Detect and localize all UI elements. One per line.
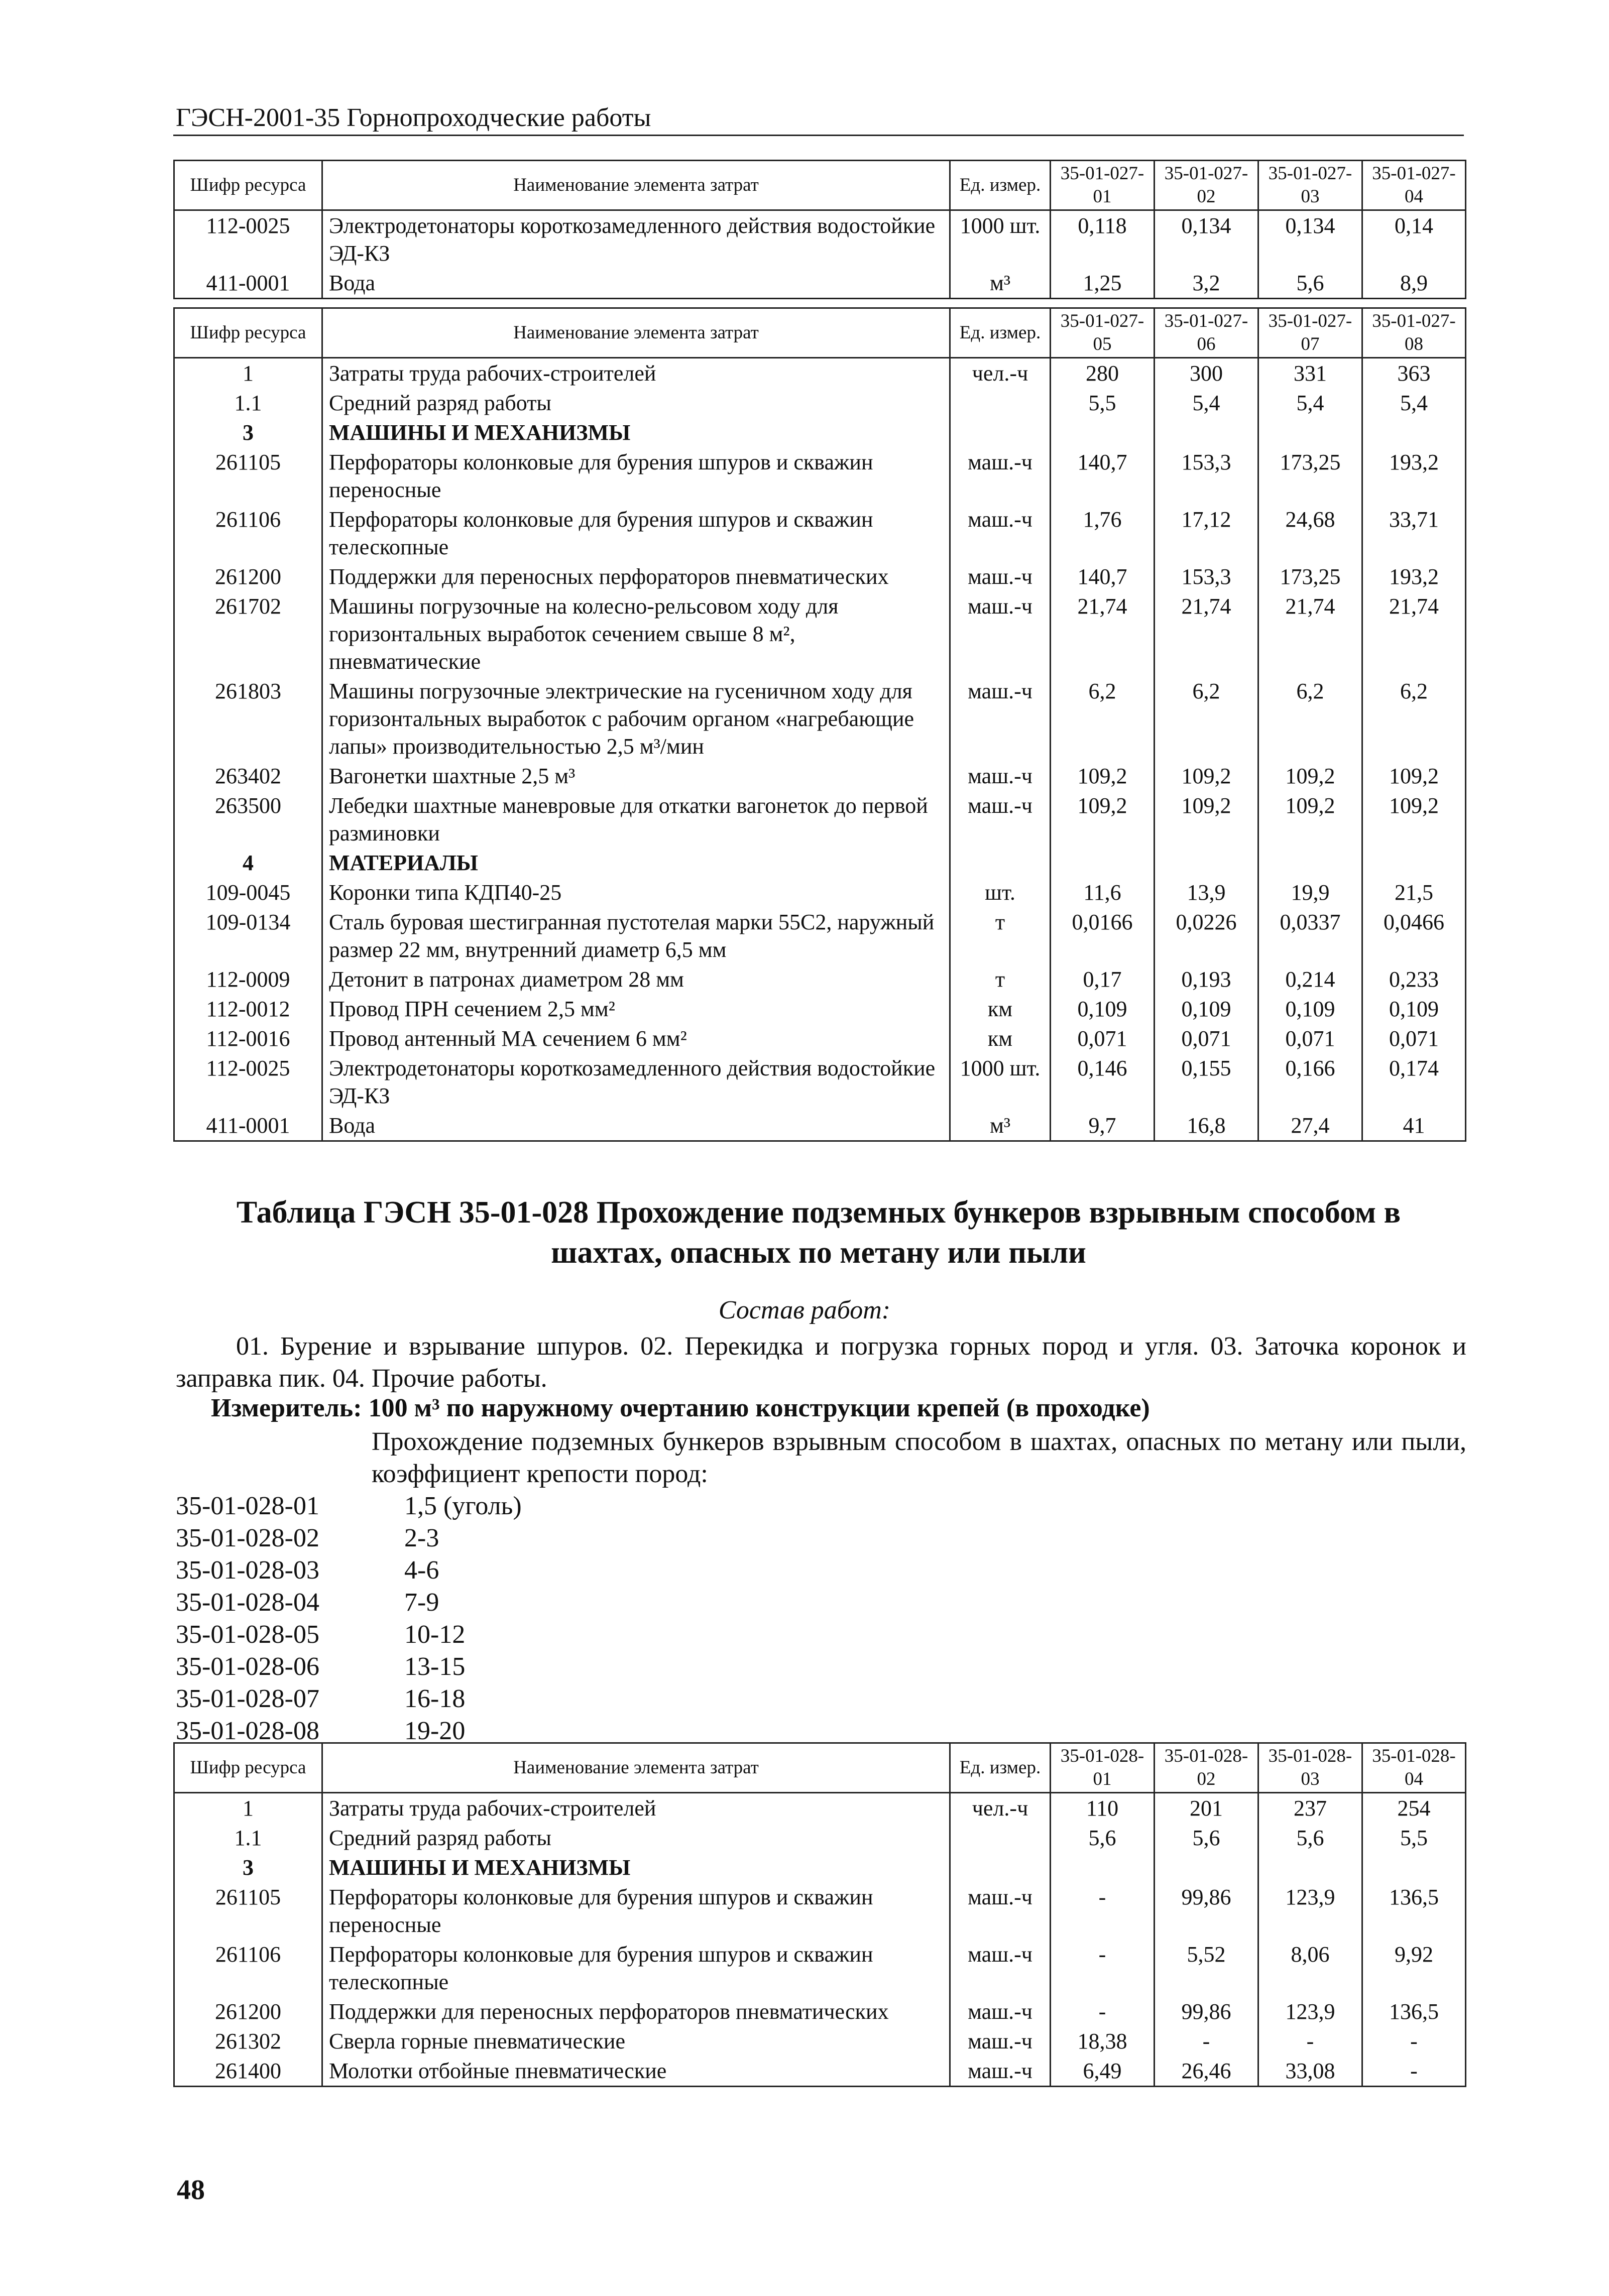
resource-code: 109-0134 — [174, 907, 322, 964]
resource-value: - — [1362, 2056, 1466, 2087]
section-row — [174, 1853, 1466, 1882]
resource-value: 18,38 — [1051, 2026, 1155, 2056]
variant-code: 35-01-028-04 — [176, 1588, 319, 1617]
resource-name: Сталь буровая шестигранная пустотелая марки 55С2, наружный размер 22 мм, внутренний диаметр 6,5 мм — [322, 907, 950, 964]
measure-value: 100 м³ по наружному очертанию конструкции крепей (в проходке) — [368, 1394, 1150, 1422]
column-header-norm: 35-01-028-01 — [1051, 1743, 1155, 1793]
resource-value: 153,3 — [1155, 447, 1258, 505]
resource-code: 261302 — [174, 2026, 322, 2056]
resource-value: - — [1155, 2026, 1258, 2056]
column-header-code: Шифр ресурса — [174, 1743, 322, 1793]
resource-name: Вода — [322, 1111, 950, 1141]
resource-unit: т — [950, 964, 1051, 994]
resource-code: 4 — [174, 848, 322, 878]
resource-value: 109,2 — [1155, 761, 1258, 791]
resource-name: Электродетонаторы короткозамедленного действия водостойкие ЭД-КЗ — [322, 1053, 950, 1111]
resource-value: 140,7 — [1051, 562, 1155, 591]
resource-value: 193,2 — [1362, 562, 1466, 591]
resource-value: 5,52 — [1155, 1940, 1258, 1997]
resource-code: 261106 — [174, 505, 322, 562]
resource-value: 99,86 — [1155, 1882, 1258, 1940]
resource-value: 109,2 — [1362, 791, 1466, 848]
resource-value: 0,0337 — [1258, 907, 1362, 964]
resource-value — [1155, 1853, 1258, 1882]
column-header-name: Наименование элемента затрат — [322, 1743, 950, 1793]
resource-value: 6,49 — [1051, 2056, 1155, 2087]
resource-value: 173,25 — [1258, 562, 1362, 591]
table-header-row — [174, 1743, 1466, 1793]
resource-value: 123,9 — [1258, 1997, 1362, 2026]
section-title-line-1: Таблица ГЭСН 35-01-028 Прохождение подземных бункеров взрывным способом в — [236, 1195, 1401, 1230]
resource-code: 261105 — [174, 1882, 322, 1940]
resource-value: 0,233 — [1362, 964, 1466, 994]
resource-unit: маш.-ч — [950, 505, 1051, 562]
resource-value: 109,2 — [1362, 761, 1466, 791]
resource-name: Затраты труда рабочих-строителей — [322, 358, 950, 389]
resource-value: 0,214 — [1258, 964, 1362, 994]
table-row — [174, 1024, 1466, 1053]
table-row — [174, 761, 1466, 791]
table-row — [174, 1111, 1466, 1141]
variant-item — [176, 1490, 522, 1522]
resource-value: 21,74 — [1155, 591, 1258, 676]
running-header: ГЭСН-2001-35 Горнопроходческие работы — [176, 103, 651, 132]
resource-value — [1362, 418, 1466, 447]
resource-name: Детонит в патронах диаметром 28 мм — [322, 964, 950, 994]
resource-code: 263500 — [174, 791, 322, 848]
resource-value: 280 — [1051, 358, 1155, 389]
column-header-name: Наименование элемента затрат — [322, 308, 950, 358]
variant-value: 10-12 — [404, 1620, 466, 1649]
column-header-unit: Ед. измер. — [950, 308, 1051, 358]
variant-code: 35-01-028-05 — [176, 1620, 319, 1649]
section-title — [166, 1192, 1471, 1273]
column-header-norm: 35-01-028-03 — [1258, 1743, 1362, 1793]
column-header-code: Шифр ресурса — [174, 308, 322, 358]
table-row — [174, 878, 1466, 907]
resource-name: Провод ПРН сечением 2,5 мм² — [322, 994, 950, 1024]
measure-label: Измеритель: — [211, 1394, 362, 1422]
resource-value: 0,155 — [1155, 1053, 1258, 1111]
resource-value: 0,109 — [1362, 994, 1466, 1024]
resource-value: 5,6 — [1258, 1823, 1362, 1853]
resource-value: 9,92 — [1362, 1940, 1466, 1997]
resource-value: 0,071 — [1155, 1024, 1258, 1053]
resource-value: 0,0466 — [1362, 907, 1466, 964]
resource-value — [1362, 848, 1466, 878]
resource-value: 26,46 — [1155, 2056, 1258, 2087]
table-row — [174, 2026, 1466, 2056]
resource-name: Машины погрузочные на колесно-рельсовом ходу для горизонтальных выработок сечением свыше 8 м², пневматические — [322, 591, 950, 676]
resource-value: 193,2 — [1362, 447, 1466, 505]
resource-value — [1051, 848, 1155, 878]
resource-value: 136,5 — [1362, 1882, 1466, 1940]
resource-name: Перфораторы колонковые для бурения шпуров и скважин переносные — [322, 447, 950, 505]
resource-name: Затраты труда рабочих-строителей — [322, 1793, 950, 1824]
resource-code: 411-0001 — [174, 1111, 322, 1141]
resource-value: 0,071 — [1258, 1024, 1362, 1053]
resource-unit — [950, 418, 1051, 447]
resource-table-027-01-04 — [173, 160, 1466, 299]
variant-code: 35-01-028-06 — [176, 1652, 319, 1681]
resource-value: 0,134 — [1155, 210, 1258, 269]
measure-line — [211, 1393, 1150, 1423]
resource-value — [1051, 1853, 1155, 1882]
variant-value: 7-9 — [404, 1588, 439, 1617]
resource-value — [1258, 848, 1362, 878]
composition-text: 01. Бурение и взрывание шпуров. 02. Перекидка и погрузка горных пород и угля. 03. Заточка коронок и заправка пик. 04. Прочие работы. — [176, 1332, 1466, 1393]
resource-code: 261200 — [174, 562, 322, 591]
resource-code: 112-0009 — [174, 964, 322, 994]
resource-value: 27,4 — [1258, 1111, 1362, 1141]
table-row — [174, 210, 1466, 269]
variant-code: 35-01-028-02 — [176, 1524, 319, 1552]
resource-value: 110 — [1051, 1793, 1155, 1824]
resource-unit: маш.-ч — [950, 1997, 1051, 2026]
resource-code: 1.1 — [174, 1823, 322, 1853]
resource-unit: маш.-ч — [950, 562, 1051, 591]
resource-value: 21,74 — [1362, 591, 1466, 676]
resource-value: 6,2 — [1051, 676, 1155, 761]
resource-value: 8,06 — [1258, 1940, 1362, 1997]
resource-value: 0,146 — [1051, 1053, 1155, 1111]
variant-code: 35-01-028-03 — [176, 1556, 319, 1585]
resource-value: 0,14 — [1362, 210, 1466, 269]
resource-name: МАШИНЫ И МЕХАНИЗМЫ — [322, 418, 950, 447]
table-header-row — [174, 308, 1466, 358]
variant-item — [176, 1587, 522, 1619]
table-row — [174, 907, 1466, 964]
resource-value: 0,071 — [1362, 1024, 1466, 1053]
resource-value: 109,2 — [1051, 791, 1155, 848]
resource-value: 5,5 — [1362, 1823, 1466, 1853]
table-row — [174, 1823, 1466, 1853]
resource-code: 3 — [174, 1853, 322, 1882]
resource-value: 1,25 — [1051, 268, 1155, 299]
resource-value: 0,0166 — [1051, 907, 1155, 964]
resource-code: 112-0025 — [174, 1053, 322, 1111]
resource-value: 0,134 — [1258, 210, 1362, 269]
variant-value: 1,5 (уголь) — [404, 1492, 522, 1520]
header-rule — [173, 135, 1464, 136]
resource-table-027-05-08 — [173, 307, 1466, 1142]
resource-unit: чел.-ч — [950, 358, 1051, 389]
resource-name: МАТЕРИАЛЫ — [322, 848, 950, 878]
resource-code: 261200 — [174, 1997, 322, 2026]
resource-value: 11,6 — [1051, 878, 1155, 907]
table-row — [174, 1882, 1466, 1940]
table-row — [174, 676, 1466, 761]
resource-value: 0,071 — [1051, 1024, 1155, 1053]
resource-value: - — [1362, 2026, 1466, 2056]
resource-value: 13,9 — [1155, 878, 1258, 907]
column-header-norm: 35-01-027-04 — [1362, 161, 1466, 210]
resource-value: 5,6 — [1258, 268, 1362, 299]
table-row — [174, 1997, 1466, 2026]
variant-item — [176, 1522, 522, 1554]
resource-code: 1.1 — [174, 388, 322, 418]
resource-value — [1155, 848, 1258, 878]
table-row — [174, 447, 1466, 505]
resource-code: 263402 — [174, 761, 322, 791]
resource-unit: т — [950, 907, 1051, 964]
resource-unit: маш.-ч — [950, 447, 1051, 505]
resource-name: Сверла горные пневматические — [322, 2026, 950, 2056]
resource-value: 19,9 — [1258, 878, 1362, 907]
variant-value: 4-6 — [404, 1556, 439, 1585]
variant-item — [176, 1619, 522, 1651]
resource-unit: маш.-ч — [950, 676, 1051, 761]
resource-name: Перфораторы колонковые для бурения шпуров и скважин переносные — [322, 1882, 950, 1940]
column-header-code: Шифр ресурса — [174, 161, 322, 210]
resource-value: 21,74 — [1051, 591, 1155, 676]
resource-unit: км — [950, 994, 1051, 1024]
resource-unit — [950, 388, 1051, 418]
variant-value: 2-3 — [404, 1524, 439, 1552]
resource-value: 5,4 — [1362, 388, 1466, 418]
resource-value: 16,8 — [1155, 1111, 1258, 1141]
resource-value: 237 — [1258, 1793, 1362, 1824]
table-row — [174, 358, 1466, 389]
resource-value: 3,2 — [1155, 268, 1258, 299]
resource-unit — [950, 1823, 1051, 1853]
resource-value: 136,5 — [1362, 1997, 1466, 2026]
table-row — [174, 562, 1466, 591]
resource-value: 6,2 — [1155, 676, 1258, 761]
column-header-norm: 35-01-027-01 — [1051, 161, 1155, 210]
resource-code: 1 — [174, 358, 322, 389]
column-header-norm: 35-01-028-02 — [1155, 1743, 1258, 1793]
resource-name: Поддержки для переносных перфораторов пневматических — [322, 562, 950, 591]
variant-value: 16-18 — [404, 1684, 466, 1713]
table-row — [174, 1940, 1466, 1997]
column-header-norm: 35-01-027-07 — [1258, 308, 1362, 358]
resource-name: Поддержки для переносных перфораторов пневматических — [322, 1997, 950, 2026]
resource-value: - — [1051, 1882, 1155, 1940]
resource-value: 123,9 — [1258, 1882, 1362, 1940]
resource-unit: маш.-ч — [950, 2026, 1051, 2056]
resource-value: 8,9 — [1362, 268, 1466, 299]
table-row — [174, 791, 1466, 848]
resource-value: 9,7 — [1051, 1111, 1155, 1141]
resource-unit: м³ — [950, 268, 1051, 299]
resource-name: Коронки типа КДП40-25 — [322, 878, 950, 907]
resource-code: 112-0012 — [174, 994, 322, 1024]
resource-value: 5,5 — [1051, 388, 1155, 418]
resource-value: - — [1051, 1940, 1155, 1997]
resource-value — [1051, 418, 1155, 447]
resource-value: 331 — [1258, 358, 1362, 389]
resource-value: 109,2 — [1155, 791, 1258, 848]
resource-value: 6,2 — [1362, 676, 1466, 761]
resource-value: 6,2 — [1258, 676, 1362, 761]
resource-name: Машины погрузочные электрические на гусеничном ходу для горизонтальных выработок с рабочим органом «нагребающие лапы» производительностью 2,5 м³/мин — [322, 676, 950, 761]
resource-unit: 1000 шт. — [950, 210, 1051, 269]
section-row — [174, 418, 1466, 447]
resource-code: 261803 — [174, 676, 322, 761]
section-title-line-2: шахтах, опасных по метану или пыли — [551, 1236, 1086, 1270]
resource-value: 99,86 — [1155, 1997, 1258, 2026]
resource-value: 0,118 — [1051, 210, 1155, 269]
resource-value: 109,2 — [1258, 761, 1362, 791]
resource-value: 24,68 — [1258, 505, 1362, 562]
variant-value: 19-20 — [404, 1717, 466, 1745]
resource-unit: км — [950, 1024, 1051, 1053]
resource-unit: маш.-ч — [950, 591, 1051, 676]
resource-code: 261106 — [174, 1940, 322, 1997]
resource-value: 363 — [1362, 358, 1466, 389]
table-row — [174, 994, 1466, 1024]
table-row — [174, 591, 1466, 676]
table-row — [174, 505, 1466, 562]
resource-code: 112-0016 — [174, 1024, 322, 1053]
variant-code: 35-01-028-01 — [176, 1492, 319, 1520]
variant-code: 35-01-028-08 — [176, 1717, 319, 1745]
resource-name: Перфораторы колонковые для бурения шпуров и скважин телескопные — [322, 505, 950, 562]
page-number: 48 — [177, 2174, 205, 2206]
resource-value: 254 — [1362, 1793, 1466, 1824]
resource-value: 173,25 — [1258, 447, 1362, 505]
resource-table-028-01-04 — [173, 1742, 1466, 2087]
resource-code: 1 — [174, 1793, 322, 1824]
resource-unit — [950, 1853, 1051, 1882]
resource-value: 109,2 — [1258, 791, 1362, 848]
resource-value: 140,7 — [1051, 447, 1155, 505]
resource-value: 0,109 — [1258, 994, 1362, 1024]
column-header-unit: Ед. измер. — [950, 161, 1051, 210]
resource-unit: маш.-ч — [950, 791, 1051, 848]
resource-value: 0,17 — [1051, 964, 1155, 994]
resource-value: - — [1258, 2026, 1362, 2056]
resource-unit: маш.-ч — [950, 761, 1051, 791]
resource-name: Молотки отбойные пневматические — [322, 2056, 950, 2087]
resource-name: МАШИНЫ И МЕХАНИЗМЫ — [322, 1853, 950, 1882]
resource-value: 201 — [1155, 1793, 1258, 1824]
resource-value: 0,0226 — [1155, 907, 1258, 964]
resource-value: 21,74 — [1258, 591, 1362, 676]
resource-value: 5,4 — [1155, 388, 1258, 418]
resource-unit: чел.-ч — [950, 1793, 1051, 1824]
variant-item — [176, 1651, 522, 1683]
resource-name: Вода — [322, 268, 950, 299]
resource-name: Электродетонаторы короткозамедленного действия водостойкие ЭД-КЗ — [322, 210, 950, 269]
resource-value: 21,5 — [1362, 878, 1466, 907]
resource-name: Средний разряд работы — [322, 388, 950, 418]
resource-value: 0,166 — [1258, 1053, 1362, 1111]
table-row — [174, 1793, 1466, 1824]
resource-code: 261702 — [174, 591, 322, 676]
variant-description: Прохождение подземных бункеров взрывным способом в шахтах, опасных по метану или пыли, коэффициент крепости пород: — [372, 1427, 1466, 1488]
resource-value: 33,71 — [1362, 505, 1466, 562]
column-header-norm: 35-01-027-08 — [1362, 308, 1466, 358]
column-header-norm: 35-01-027-05 — [1051, 308, 1155, 358]
resource-value — [1155, 418, 1258, 447]
table-row — [174, 2056, 1466, 2087]
variant-value: 13-15 — [404, 1652, 466, 1681]
resource-value — [1258, 418, 1362, 447]
resource-name: Средний разряд работы — [322, 1823, 950, 1853]
resource-code: 261105 — [174, 447, 322, 505]
table-row — [174, 268, 1466, 299]
table-row — [174, 388, 1466, 418]
resource-name: Лебедки шахтные маневровые для откатки вагонеток до первой разминовки — [322, 791, 950, 848]
resource-value: 17,12 — [1155, 505, 1258, 562]
resource-code: 261400 — [174, 2056, 322, 2087]
resource-name: Вагонетки шахтные 2,5 м³ — [322, 761, 950, 791]
variant-list — [176, 1490, 522, 1747]
resource-unit: шт. — [950, 878, 1051, 907]
resource-value: 41 — [1362, 1111, 1466, 1141]
resource-unit: маш.-ч — [950, 2056, 1051, 2087]
resource-value: 5,4 — [1258, 388, 1362, 418]
resource-value: 33,08 — [1258, 2056, 1362, 2087]
column-header-norm: 35-01-027-06 — [1155, 308, 1258, 358]
resource-value: 153,3 — [1155, 562, 1258, 591]
column-header-name: Наименование элемента затрат — [322, 161, 950, 210]
resource-value: 0,174 — [1362, 1053, 1466, 1111]
resource-value: 0,109 — [1051, 994, 1155, 1024]
resource-value — [1362, 1853, 1466, 1882]
resource-unit — [950, 848, 1051, 878]
column-header-unit: Ед. измер. — [950, 1743, 1051, 1793]
resource-value: 5,6 — [1051, 1823, 1155, 1853]
resource-unit: м³ — [950, 1111, 1051, 1141]
resource-value — [1258, 1853, 1362, 1882]
resource-unit: маш.-ч — [950, 1940, 1051, 1997]
variant-item — [176, 1554, 522, 1587]
composition-label: Состав работ: — [718, 1296, 891, 1324]
resource-value: 1,76 — [1051, 505, 1155, 562]
column-header-norm: 35-01-027-03 — [1258, 161, 1362, 210]
table-header-row — [174, 161, 1466, 210]
variant-code: 35-01-028-07 — [176, 1684, 319, 1713]
resource-code: 3 — [174, 418, 322, 447]
resource-value: - — [1051, 1997, 1155, 2026]
resource-value: 0,109 — [1155, 994, 1258, 1024]
resource-name: Провод антенный МА сечением 6 мм² — [322, 1024, 950, 1053]
resource-value: 109,2 — [1051, 761, 1155, 791]
resource-value: 300 — [1155, 358, 1258, 389]
resource-unit: 1000 шт. — [950, 1053, 1051, 1111]
resource-name: Перфораторы колонковые для бурения шпуров и скважин телескопные — [322, 1940, 950, 1997]
section-row — [174, 848, 1466, 878]
resource-value: 0,193 — [1155, 964, 1258, 994]
resource-unit: маш.-ч — [950, 1882, 1051, 1940]
variant-item — [176, 1683, 522, 1715]
column-header-norm: 35-01-028-04 — [1362, 1743, 1466, 1793]
table-row — [174, 964, 1466, 994]
column-header-norm: 35-01-027-02 — [1155, 161, 1258, 210]
resource-code: 112-0025 — [174, 210, 322, 269]
resource-code: 109-0045 — [174, 878, 322, 907]
resource-code: 411-0001 — [174, 268, 322, 299]
table-row — [174, 1053, 1466, 1111]
resource-value: 5,6 — [1155, 1823, 1258, 1853]
